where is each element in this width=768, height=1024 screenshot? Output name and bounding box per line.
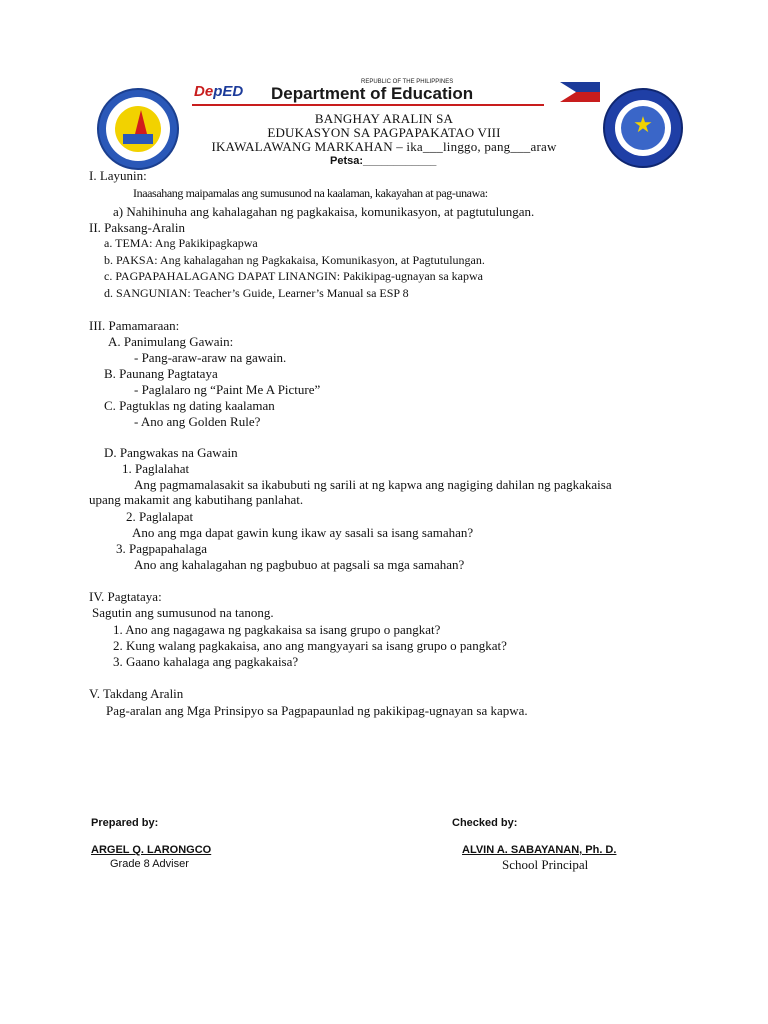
doc-title-3: IKAWALAWANG MARKAHAN – ika___linggo, pang___araw bbox=[211, 139, 557, 154]
prepared-by-title: Grade 8 Adviser bbox=[110, 858, 189, 870]
pagpapahalaga-text: Ano ang kahalagahan ng pagbubuo at pagsali sa mga samahan? bbox=[134, 557, 465, 572]
prepared-by-label: Prepared by: bbox=[91, 817, 159, 829]
paksa-item-b: b. PAKSA: Ang kahalagahan ng Pagkakaisa, Komunikasyon, at Pagtutulungan. bbox=[104, 253, 485, 267]
checked-by-name: ALVIN A. SABAYANAN, Ph. D. bbox=[462, 844, 617, 856]
paglalapat-label: 2. Paglalapat bbox=[126, 509, 194, 524]
paksa-item-c: c. PAGPAPAHALAGANG DAPAT LINANGIN: Pakikipag-ugnayan sa kapwa bbox=[104, 269, 483, 283]
paglalahat-text-1: Ang pagmamalasakit sa ikabubuti ng sarili at ng kapwa ang nagiging dahilan ng pagkakaisa bbox=[134, 477, 612, 492]
takdang-aralin-text: Pag-aralan ang Mga Prinsipyo sa Pagpapaunlad ng pakikipag-ugnayan sa kapwa. bbox=[106, 703, 528, 718]
pagtuklas-label: C. Pagtuklas ng dating kaalaman bbox=[104, 398, 275, 413]
section-1-heading: I. Layunin: bbox=[89, 168, 147, 183]
section-2-heading: II. Paksang-Aralin bbox=[89, 220, 186, 235]
doc-title-1: BANGHAY ARALIN SA bbox=[314, 111, 454, 126]
panimulang-gawain-item: - Pang-araw-araw na gawain. bbox=[134, 350, 287, 365]
header-divider bbox=[192, 104, 544, 106]
paglalahat-text-2: upang makamit ang kabutihang panlahat. bbox=[89, 492, 304, 507]
layunin-item-a: a) Nahihinuha ang kahalagahan ng pagkakaisa, komunikasyon, at pagtutulungan. bbox=[113, 204, 535, 219]
pangwakas-label: D. Pangwakas na Gawain bbox=[104, 445, 238, 460]
panimulang-gawain-label: A. Panimulang Gawain: bbox=[108, 334, 234, 349]
paglalapat-text: Ano ang mga dapat gawin kung ikaw ay sasali sa isang samahan? bbox=[132, 525, 474, 540]
layunin-intro: Inaasahang maipamalas ang sumusunod na kaalaman, kakayahan at pag-unawa: bbox=[133, 186, 488, 200]
checked-by-label: Checked by: bbox=[452, 817, 518, 829]
pagtataya-question-1: 1. Ano ang nagagawa ng pagkakaisa sa isang grupo o pangkat? bbox=[113, 622, 441, 637]
paksa-item-a: a. TEMA: Ang Pakikipagkapwa bbox=[104, 236, 258, 250]
section-3-heading: III. Pamamaraan: bbox=[89, 318, 180, 333]
checked-by-title: School Principal bbox=[502, 857, 589, 872]
deped-seal-logo: ★ bbox=[603, 88, 683, 168]
republic-label: REPUBLIC OF THE PHILIPPINES bbox=[361, 79, 454, 85]
pagpapahalaga-label: 3. Pagpapahalaga bbox=[116, 541, 207, 556]
pagtuklas-item: - Ano ang Golden Rule? bbox=[134, 414, 261, 429]
paunang-pagtataya-item: - Paglalaro ng “Paint Me A Picture” bbox=[134, 382, 321, 397]
section-4-heading: IV. Pagtataya: bbox=[89, 589, 162, 604]
section-5-heading: V. Takdang Aralin bbox=[89, 686, 184, 701]
paunang-pagtataya-label: B. Paunang Pagtataya bbox=[104, 366, 218, 381]
petsa-field: Petsa:____________ bbox=[330, 155, 437, 167]
deped-wordmark-logo: DepED bbox=[194, 83, 244, 100]
philippine-flag-icon bbox=[560, 82, 600, 102]
department-title: Department of Education bbox=[271, 84, 474, 103]
pagtataya-question-2: 2. Kung walang pagkakaisa, ano ang mangyayari sa isang grupo o pangkat? bbox=[113, 638, 507, 653]
pagtataya-intro: Sagutin ang sumusunod na tanong. bbox=[92, 605, 274, 620]
doc-title-2: EDUKASYON SA PAGPAPAKATAO VIII bbox=[267, 125, 501, 140]
prepared-by-name: ARGEL Q. LARONGCO bbox=[91, 844, 212, 856]
paksa-item-d: d. SANGUNIAN: Teacher’s Guide, Learner’s Manual sa ESP 8 bbox=[104, 286, 409, 300]
pagtataya-question-3: 3. Gaano kahalaga ang pagkakaisa? bbox=[113, 654, 299, 669]
paglalahat-label: 1. Paglalahat bbox=[122, 461, 190, 476]
